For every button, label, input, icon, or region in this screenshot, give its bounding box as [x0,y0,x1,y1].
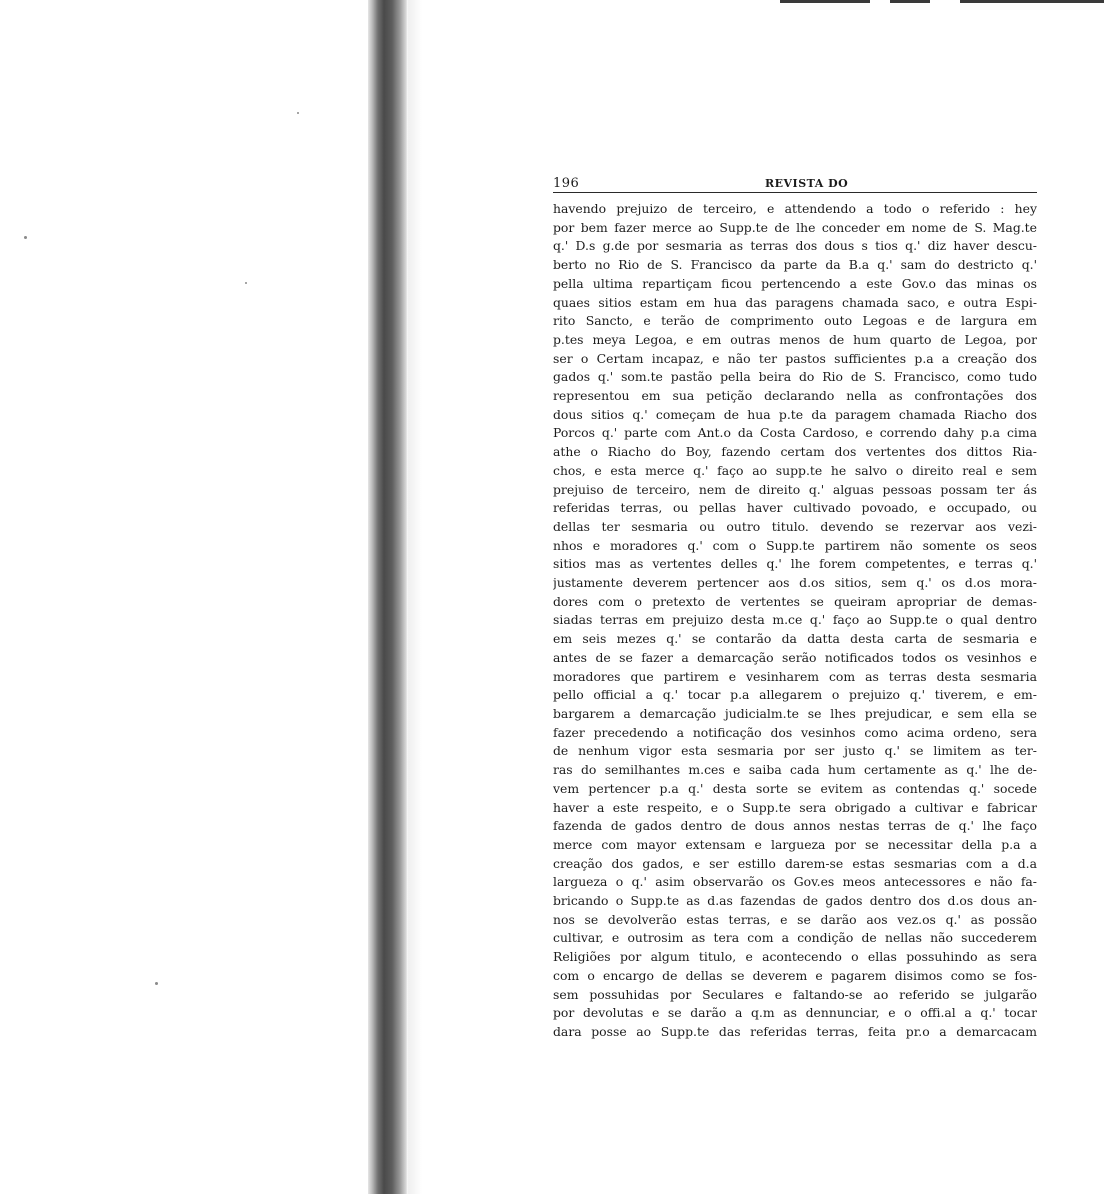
paper-speck [155,982,158,985]
text-line: quaes sitios estam em hua das paragens chamada saco, e outra Espi- [553,294,1037,310]
text-line: nos se devolverão estas terras, e se darão aos vez.os q.' as possão [553,911,1037,927]
text-line: em seis mezes q.' se contarão da datta desta carta de sesmaria e [553,631,1037,647]
text-line: sitios mas as vertentes delles q.' lhe forem competentes, e terras q.' [553,556,1037,572]
text-line: fazer precedendo a notificação dos vesinhos como acima ordeno, sera [553,724,1037,740]
text-line: p.tes meya Legoa, e em outras menos de hum quarto de Legoa, por [553,331,1037,347]
text-line: prejuiso de terceiro, nem de direito q.' alguas pessoas possam ter ás [553,481,1037,497]
text-line: chos, e esta merce q.' faço ao supp.te he salvo o direito real e sem [553,462,1037,478]
paper-speck [245,282,247,284]
text-line: merce com mayor extensam e largueza por se necessitar della p.a a [553,836,1037,852]
text-line: nhos e moradores q.' com o Supp.te partirem não somente os seos [553,537,1037,553]
page-number: 196 [553,176,580,191]
running-head [553,172,1037,192]
gutter-shadow [408,0,422,1194]
text-line: Porcos q.' parte com Ant.o da Costa Cardoso, e correndo dahy p.a cima [553,425,1037,441]
text-line: dous sitios q.' começam de hua p.te da paragem chamada Riacho dos [553,406,1037,422]
text-line: por bem fazer merce ao Supp.te de lhe conceder em nome de S. Mag.te [553,219,1037,235]
text-line: havendo prejuizo de terceiro, e attendendo a todo o referido : hey [553,201,1037,216]
text-line: dellas ter sesmaria ou outro titulo. devendo se rezervar aos vezi- [553,518,1037,534]
text-line: gados q.' som.te pastão pella beira do Rio de S. Francisco, como tudo [553,369,1037,385]
text-line: bargarem a demarcação judicialm.te se lhes prejudicar, e sem ella se [553,705,1037,721]
text-line: sem possuhidas por Seculares e faltando-se ao referido se julgarão [553,986,1037,1002]
text-line: vem pertencer p.a q.' desta sorte se evitem as contendas q.' socede [553,780,1037,796]
text-line: fazenda de gados dentro de dous annos nestas terras de q.' lhe faço [553,818,1037,834]
paper-speck [24,236,27,239]
top-edge-mark [960,0,1104,3]
text-line: bricando o Supp.te as d.as fazendas de gados dentro dos d.os dous an- [553,893,1037,909]
text-line: com o encargo de dellas se deverem e pagarem disimos como se fos- [553,967,1037,983]
header-rule [553,192,1037,193]
text-line: largueza o q.' asim observarão os Gov.es meos antecessores e não fa- [553,874,1037,890]
body-text [553,200,1037,1042]
text-line: moradores que partirem e vesinharem com as terras desta sesmaria [553,668,1037,684]
text-line: referidas terras, ou pellas haver cultivado povoado, e occupado, ou [553,500,1037,516]
text-line: antes de se fazer a demarcação serão notificados todos os vesinhos e [553,649,1037,665]
top-edge-mark [890,0,930,3]
text-line: justamente deverem pertencer aos d.os sitios, sem q.' os d.os mora- [553,575,1037,591]
text-line: dara posse ao Supp.te das referidas terras, feita pr.o a demarcacam [553,1023,1037,1039]
text-line: creação dos gados, e ser estillo darem-se estas sesmarias com a d.a [553,855,1037,871]
book-page [553,172,1037,1042]
running-head-title: REVISTA DO [765,177,849,190]
paper-speck [297,112,299,114]
text-line: ras do semilhantes m.ces e saiba cada hum certamente as q.' lhe de- [553,762,1037,778]
text-line: haver a este respeito, e o Supp.te sera obrigado a cultivar e fabricar [553,799,1037,815]
text-line: siadas terras em prejuizo desta m.ce q.' faço ao Supp.te o qual dentro [553,612,1037,628]
text-line: por devolutas e se darão a q.m as dennunciar, e o offi.al a q.' tocar [553,1005,1037,1021]
text-line: dores com o pretexto de vertentes se queiram apropriar de demas- [553,593,1037,609]
binding-gutter [368,0,408,1194]
text-line: rito Sancto, e terão de comprimento outo Legoas e de largura em [553,313,1037,329]
text-line: Religiões por algum titulo, e acontecendo o ellas possuhindo as sera [553,949,1037,965]
text-line: pella ultima repartiçam ficou pertencendo a este Gov.o das minas os [553,275,1037,291]
text-line: berto no Rio de S. Francisco da parte da B.a q.' sam do destricto q.' [553,257,1037,273]
text-line: ser o Certam incapaz, e não ter pastos sufficientes p.a a creação dos [553,350,1037,366]
top-edge-mark [780,0,870,3]
text-line: representou em sua petição declarando nella as confrontações dos [553,388,1037,404]
text-line: cultivar, e outrosim as tera com a condição de nellas não succederem [553,930,1037,946]
text-line: q.' D.s g.de por sesmaria as terras dos dous s tios q.' diz haver descu- [553,238,1037,254]
text-line: athe o Riacho do Boy, fazendo certam dos vertentes dos dittos Ria- [553,444,1037,460]
text-line: de nenhum vigor esta sesmaria por ser justo q.' se limitem as ter- [553,743,1037,759]
text-line: pello official a q.' tocar p.a allegarem o prejuizo q.' tiverem, e em- [553,687,1037,703]
